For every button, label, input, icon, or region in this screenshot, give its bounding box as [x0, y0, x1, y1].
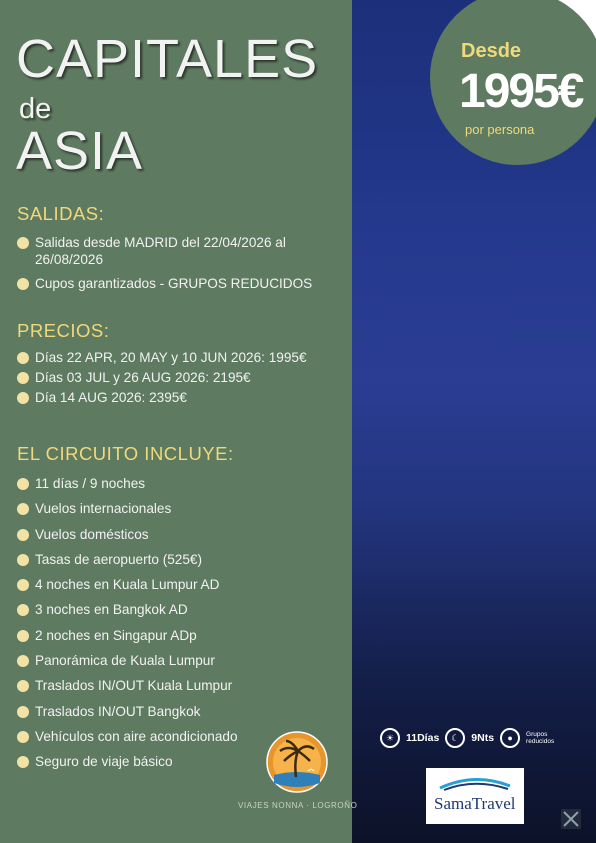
bullet-icon — [17, 392, 29, 404]
list-item: Vuelos domésticos — [17, 526, 337, 543]
list-item: 11 días / 9 noches — [17, 475, 337, 492]
bullet-icon — [17, 731, 29, 743]
list-item: Vehículos con aire acondicionado — [17, 728, 337, 745]
calendar-icon: ☀ — [380, 728, 400, 748]
bullet-icon — [17, 655, 29, 667]
list-item: 3 noches en Bangkok AD — [17, 601, 337, 618]
list-item: Traslados IN/OUT Kuala Lumpur — [17, 677, 337, 694]
list-item: Tasas de aeropuerto (525€) — [17, 551, 337, 568]
precios-heading: PRECIOS: — [17, 320, 110, 341]
price-amount: 1995€ — [459, 65, 583, 118]
wave-icon — [438, 776, 512, 792]
list-item: Traslados IN/OUT Bangkok — [17, 703, 337, 720]
title-line-3: ASIA — [16, 121, 144, 181]
trip-badges — [380, 728, 562, 748]
bullet-icon — [17, 372, 29, 384]
corner-logo-icon — [560, 808, 582, 830]
title-line-1: CAPITALES — [16, 29, 319, 89]
list-item: Salidas desde MADRID del 22/04/2026 al 26/08/2026 — [17, 234, 317, 268]
nights-badge: 9Nts — [471, 732, 495, 744]
bullet-icon — [17, 756, 29, 768]
price-per-person: por persona — [465, 122, 535, 137]
incluye-heading: EL CIRCUITO INCLUYE: — [17, 443, 234, 464]
agency-caption: VIAJES NONNA · LOGROÑO — [238, 801, 358, 810]
bullet-icon — [17, 352, 29, 364]
bullet-icon — [17, 478, 29, 490]
bullet-icon — [17, 554, 29, 566]
list-item: Vuelos internacionales — [17, 500, 337, 517]
group-icon: ● — [500, 728, 520, 748]
list-item: Panorámica de Kuala Lumpur — [17, 652, 337, 669]
list-item: 4 noches en Kuala Lumpur AD — [17, 576, 337, 593]
title-line-2: de — [19, 93, 52, 125]
bullet-icon — [17, 706, 29, 718]
price-from-label: Desde — [461, 40, 522, 62]
salidas-heading: SALIDAS: — [17, 203, 105, 224]
moon-icon: ☾ — [445, 728, 465, 748]
list-item: Cupos garantizados - GRUPOS REDUCIDOS — [17, 275, 317, 292]
operator-logo — [426, 768, 524, 824]
operator-name: SamaTravel — [434, 794, 516, 813]
groups-badge: Grupos reducidos — [526, 731, 555, 745]
bullet-icon — [17, 278, 29, 290]
bullet-icon — [17, 680, 29, 692]
salidas-list — [17, 234, 317, 299]
bullet-icon — [17, 579, 29, 591]
precios-list — [17, 349, 347, 409]
list-item: Días 03 JUL y 26 AUG 2026: 2195€ — [17, 369, 347, 386]
list-item: Seguro de viaje básico — [17, 753, 337, 770]
bullet-icon — [17, 604, 29, 616]
list-item: 2 noches en Singapur ADp — [17, 627, 337, 644]
list-item: Día 14 AUG 2026: 2395€ — [17, 389, 347, 406]
days-badge: 11Días — [406, 732, 440, 744]
bullet-icon — [17, 529, 29, 541]
bullet-icon — [17, 503, 29, 515]
bullet-icon — [17, 237, 29, 249]
palm-logo-icon — [266, 731, 328, 793]
bullet-icon — [17, 630, 29, 642]
list-item: Días 22 APR, 20 MAY y 10 JUN 2026: 1995€ — [17, 349, 347, 366]
